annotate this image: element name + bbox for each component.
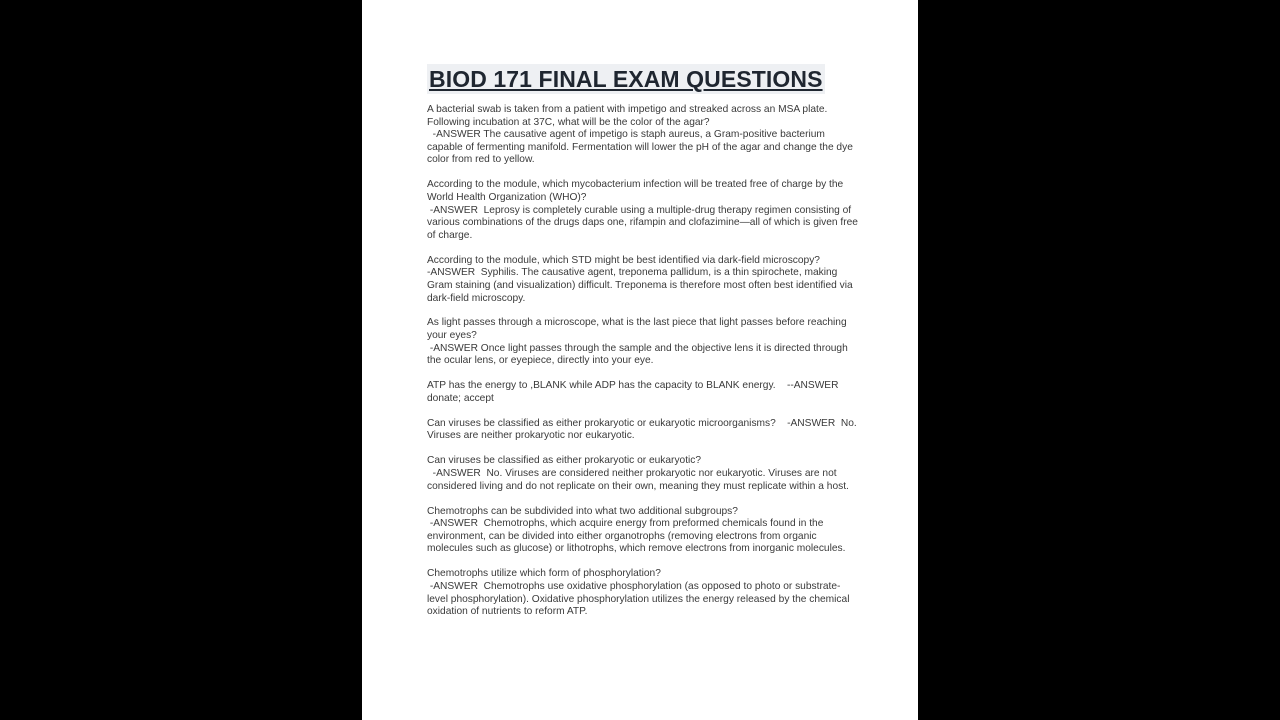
qa-item — [427, 506, 859, 556]
document-page — [362, 0, 918, 720]
document-title: BIOD 171 FINAL EXAM QUESTIONS — [429, 66, 823, 92]
question-text: According to the module, which STD might be best identified via dark-field microscopy? — [427, 254, 820, 266]
question-text: A bacterial swab is taken from a patient with impetigo and streaked across an MSA plate. Following incubation at 37C, what will be the color of the agar? — [427, 104, 831, 128]
qa-item — [427, 380, 859, 405]
qa-item — [427, 104, 859, 167]
qa-item — [427, 568, 859, 618]
question-text: As light passes through a microscope, what is the last piece that light passes before reaching your eyes? — [427, 317, 850, 342]
answer-text: -ANSWER No. Viruses are considered neither prokaryotic nor eukaryotic. Viruses are not considered living and do not replicate on their own, meaning they must replicate within a host. — [427, 468, 849, 492]
answer-text: -ANSWER Chemotrophs use oxidative phosphorylation (as opposed to photo or substrate-level phosphorylation). Oxidative phosphorylation utilizes the energy released by the chemical oxidation of nutrients to reform ATP. — [427, 580, 853, 618]
question-text: According to the module, which mycobacterium infection will be treated free of charge by the World Health Organization (WHO)? — [427, 179, 847, 203]
answer-text: -ANSWER Syphilis. The causative agent, treponema pallidum, is a thin spirochete, making Gram staining (and visualization) difficult. Treponema is therefore most often best identified via dark-field microscopy. — [427, 267, 856, 304]
qa-item — [427, 179, 859, 242]
qa-item — [427, 418, 859, 443]
question-text: Can viruses be classified as either prokaryotic or eukaryotic microorganisms? -ANSWER No. Viruses are neither prokaryotic nor eukaryotic. — [427, 417, 860, 442]
document-content — [427, 64, 859, 631]
question-text: Can viruses be classified as either prokaryotic or eukaryotic? — [427, 455, 702, 467]
answer-text: -ANSWER Once light passes through the sample and the objective lens it is directed through the ocular lens, or eyepiece, directly into your eye. — [427, 342, 851, 367]
question-text: Chemotrophs utilize which form of phosphorylation? — [427, 568, 661, 580]
answer-text: -ANSWER Chemotrophs, which acquire energy from preformed chemicals found in the environment, can be divided into either organotrophs (removing electrons from organic molecules such as glucose) or lithotrophs, which remove electrons from inorganic molecules. — [427, 518, 846, 555]
qa-item — [427, 317, 859, 367]
qa-item — [427, 255, 859, 305]
answer-text: -ANSWER Leprosy is completely curable using a multiple-drug therapy regimen consisting of various combinations of the drugs daps one, rifampin and clofazimine—all of which is given free of charge. — [427, 204, 861, 241]
question-text: Chemotrophs can be subdivided into what two additional subgroups? — [427, 505, 738, 517]
answer-text: -ANSWER The causative agent of impetigo is staph aureus, a Gram-positive bacterium capable of fermenting manifold. Fermentation will lower the pH of the agar and change the dye color from red to yellow. — [427, 129, 856, 166]
qa-item — [427, 455, 859, 493]
question-text: ATP has the energy to ,BLANK while ADP has the capacity to BLANK energy. --ANSWER donate; accept — [427, 380, 842, 404]
